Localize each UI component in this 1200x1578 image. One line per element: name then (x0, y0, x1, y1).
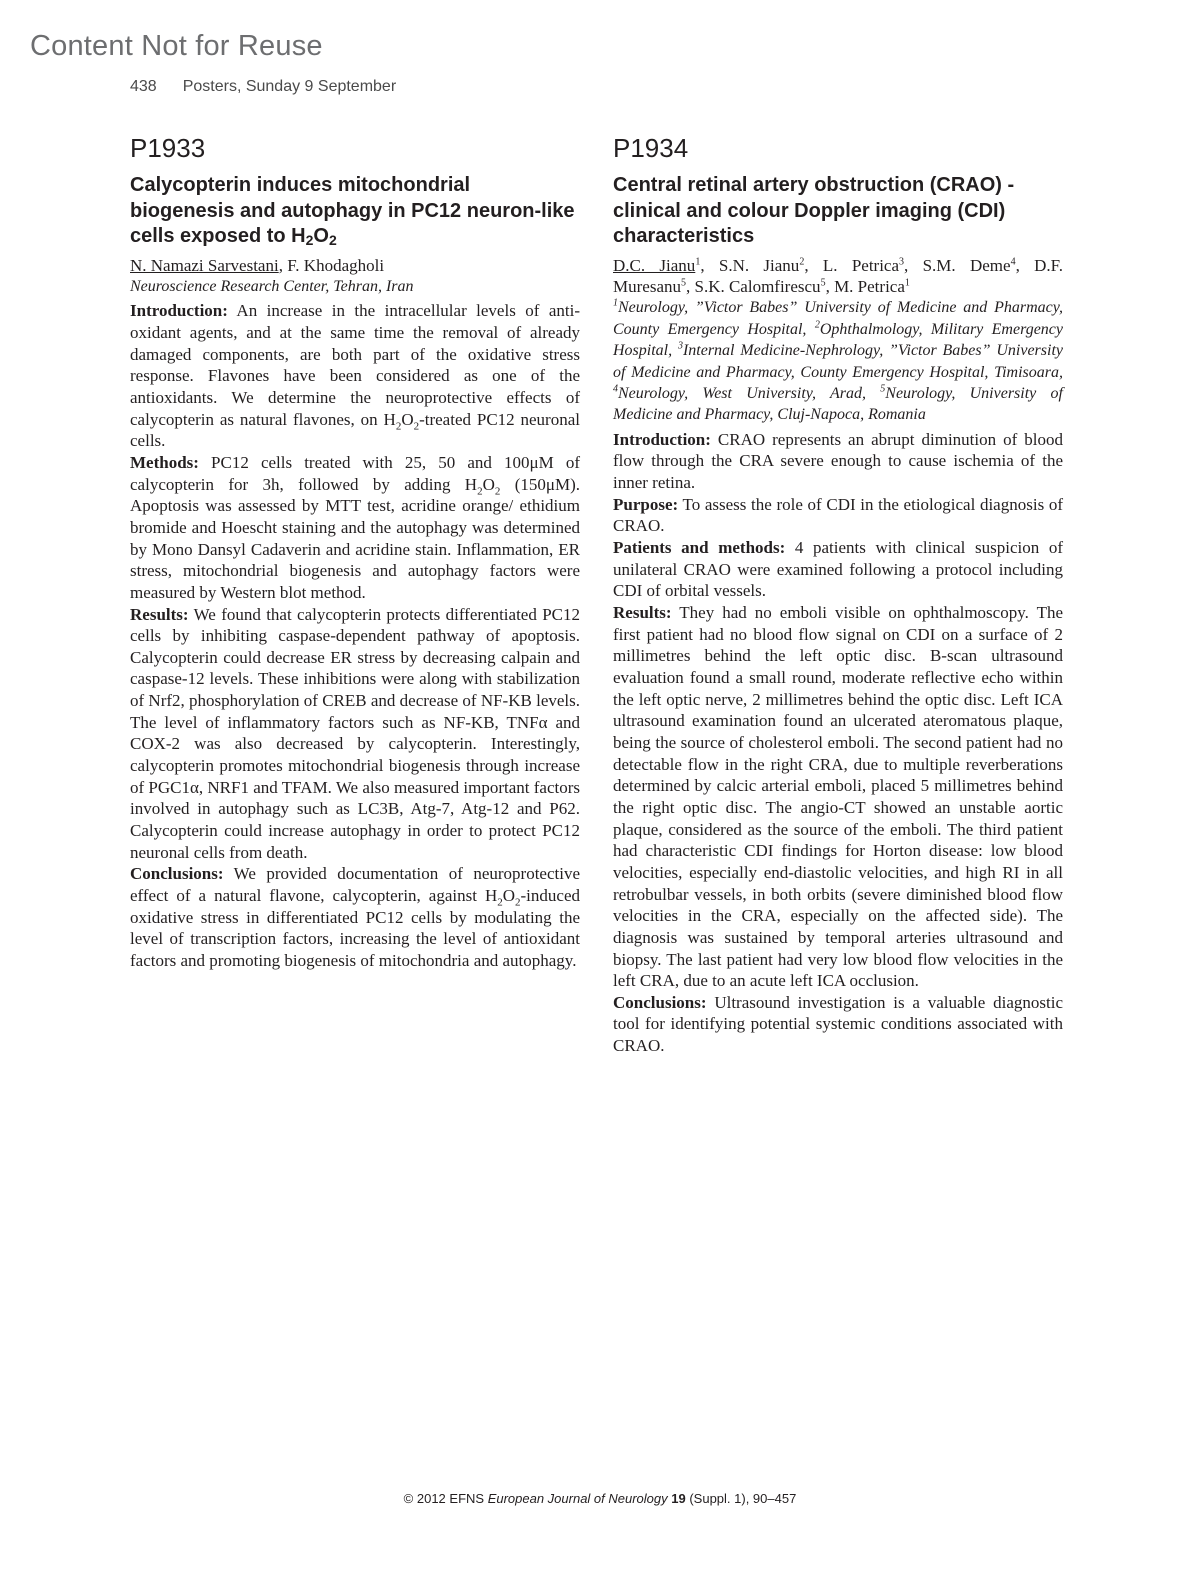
presenting-author: D.C. Jianu (613, 255, 696, 275)
patients-methods-section: Patients and methods: 4 patients with clinical suspicion of unilateral CRAO were examined following a protocol including CDI of orbital vessels. (613, 538, 1064, 601)
watermark: Content Not for Reuse (30, 30, 323, 62)
affiliation: $^1$Neurology, ”Victor Babes” University of Medicine and Pharmacy, County Emergency Hospital, $^2$Ophthalmology, Military Emergency Hospital, $^3$Internal Medicine-Nephrology, ”Victor Babes” University of Medicine and Pharmacy, County Emergency Hospital, Timisoara, $^4$Neurology, West University, Arad, $^5$Neurology, University of Medicine and Pharmacy, Cluj-Napoca, Romania (613, 297, 1064, 424)
affiliation: Neuroscience Research Center, Tehran, Iran (130, 277, 414, 295)
page-number: 438 (130, 78, 157, 95)
copyright-footer: © 2012 EFNS European Journal of Neurology 19 (Suppl. 1), 90–457 (403, 1491, 797, 1506)
purpose-section: Purpose: To assess the role of CDI in the etiological diagnosis of CRAO. (613, 494, 1063, 536)
presenting-author: N. Namazi Sarvestani (130, 255, 279, 275)
methods-section: Methods: PC12 cells treated with 25, 50 and 100μM of calycopterin for 3h, followed by adding $H_2O_2$ (150μM). Apoptosis was assessed by MTT test, acridine orange/ ethidium bromide and Hoescht staining and the autophagy was determined by Mono Dansyl Cadaverin and acridine stain. Inflammation, ER stress, mitochondrial biogenesis and autophagy factors were measured by Western blot method. (130, 452, 580, 602)
section-title: Posters, Sunday 9 September (182, 78, 397, 95)
abstract-p1933 (130, 132, 580, 972)
introduction-section: Introduction: An increase in the intracellular levels of anti-oxidant agents, and at the same time the removal of already damaged components, are both part of the oxidative stress response. Flavones have been considered as one of the antioxidants. We determine the neuroprotective effects of calycopterin as natural flavones, on $H_2O_2$-treated PC12 neuronal cells. (130, 301, 580, 451)
conclusions-section: Conclusions: Ultrasound investigation is a valuable diagnostic tool for identifying potential systemic conditions associated with CRAO. (613, 992, 1063, 1056)
introduction-section: Introduction: CRAO represents an abrupt diminution of blood flow through the CRA severe enough to cause ischemia of the inner retina. (613, 429, 1063, 493)
abstract-id: P1934 (613, 133, 689, 163)
abstract-title: Calycopterin induces mitochondrial biogenesis and autophagy in PC12 neuron-like cells exposed to $H_2O_2$ (130, 174, 575, 248)
results-section: Results: We found that calycopterin protects differentiated PC12 cells by inhibiting caspase-dependent pathway of apoptosis. Calycopterin could decrease ER stress by decreasing calpain and caspase-12 levels. These inhibitions were along with stabilization of Nrf2, phosphorylation of CREB and decrease of NF-KB levels. The level of inflammatory factors such as NF-KB, TNFα and COX-2 was also decreased by calycopterin. Interestingly, calycopterin promotes mitochondrial biogenesis through increase of PGC1α, NRF1 and TFAM. We also measured important factors involved in autophagy such as LC3B, Atg-7, Atg-12 and P62. Calycopterin could increase autophagy in order to protect PC12 neuronal cells from death. (130, 604, 580, 862)
abstract-p1934 (613, 132, 1063, 1057)
abstract-id: P1933 (130, 133, 206, 163)
author-list: N. Namazi Sarvestani, F. Khodagholi (130, 255, 385, 275)
author-list: D.C. Jianu$^1$, S.N. Jianu$^2$, L. Petrica$^3$, S.M. Deme$^4$, D.F. Muresanu$^5$, S.K. Calomfirescu$^5$, M. Petrica$^1$ (613, 255, 1064, 296)
conclusions-section: Conclusions: We provided documentation of neuroprotective effect of a natural flavone, calycopterin, against $H_2O_2$-induced oxidative stress in differentiated PC12 cells by modulating the level of transcription factors, increasing the level of antioxidant factors and promoting biogenesis of mitochondria and autophagy. (130, 864, 580, 970)
abstract-title: Central retinal artery obstruction (CRAO) - clinical and colour Doppler imaging (CDI) characteristics (613, 174, 1015, 247)
results-section: Results: They had no emboli visible on ophthalmoscopy. The first patient had no blood flow signal on CDI on a surface of 2 millimetres behind the left optic disc. B-scan ultrasound evaluation found a small round, moderate reflective echo within the left optic nerve, 2 millimetres behind the optic disc. Left ICA ultrasound examination found an ulcerated ateromatous plaque, being the source of cholesterol emboli. The second patient had no detectable flow in the right CRA, due to multiple reverberations determined by calcic arterial emboli, placed 5 millimetres behind the right optic disc. The angio-CT showed an unstable aortic plaque, considered as the source of the emboli. The third patient had characteristic CDI findings for Horton disease: low blood velocities, especially end-diastolic velocities, and high RI in all retrobulbar vessels, in both orbits (severe diminished blood flow velocities in the CRA, especially on the affected side). The diagnosis was sustained by temporal arteries ultrasound and biopsy. The last patient had very low blood flow velocities in the left CRA, due to an acute left ICA occlusion. (613, 603, 1063, 991)
running-head (130, 78, 396, 96)
